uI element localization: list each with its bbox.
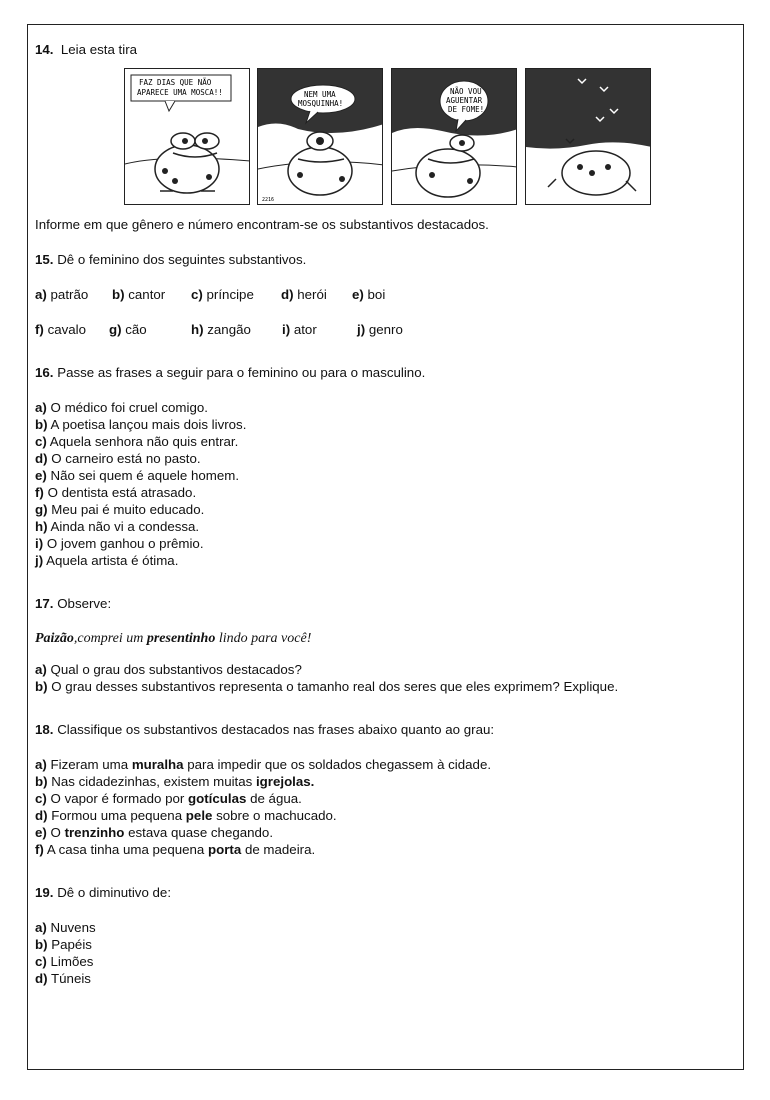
q14-heading [35,41,735,58]
q19-list [35,919,735,987]
q16-item: e) Não sei quem é aquele homem. [35,468,240,483]
panel2-line1: NEM UMA [304,90,336,99]
q15-heading [35,251,735,268]
worksheet-page [27,24,744,1070]
comic-strip [124,68,654,206]
comic-panel-2 [257,68,383,205]
comic-panel-4 [525,68,651,205]
q19-item: d) Túneis [35,971,91,986]
q16-item: f) O dentista está atrasado. [35,485,197,500]
q18-item: e) O trenzinho estava quase chegando. [35,825,274,840]
q19-item: b) Papéis [35,937,92,952]
worksheet-content [35,41,735,987]
q15-title: Dê o feminino dos seguintes substantivos. [57,252,307,267]
q19-item: c) Limões [35,954,94,969]
q15-item-g: g) cão [109,322,147,337]
q15-item-e: e) boi [352,287,386,302]
panel3-line3: DE FOME! [448,105,485,114]
q18-item: a) Fizeram uma muralha para impedir que os soldados chegassem à cidade. [35,757,492,772]
q17-heading [35,595,735,612]
q16-item: b) A poetisa lançou mais dois livros. [35,417,247,432]
q19-number: 19. [35,885,54,900]
q16-item: i) O jovem ganhou o prêmio. [35,536,204,551]
q15-item-h: h) zangão [191,322,251,337]
panel1-line1: FAZ DIAS QUE NÃO [139,78,212,87]
q15-item-d: d) herói [281,287,327,302]
q15-item-a: a) patrão [35,287,89,302]
q16-item: g) Meu pai é muito educado. [35,502,205,517]
q19-item: a) Nuvens [35,920,96,935]
q15-item-c: c) príncipe [191,287,254,302]
panel1-line2: APARECE UMA MOSCA!! [137,88,223,97]
q18-title: Classifique os substantivos destacados nas frases abaixo quanto ao grau: [57,722,495,737]
q15-item-j: j) genro [357,322,403,337]
q19-title: Dê o diminutivo de: [57,885,172,900]
q17-item: a) Qual o grau dos substantivos destacados? [35,662,302,677]
q16-title: Passe as frases a seguir para o feminino ou para o masculino. [57,365,426,380]
q17-number: 17. [35,596,54,611]
q16-item: d) O carneiro está no pasto. [35,451,201,466]
q15-row2 [35,321,735,338]
q16-item: a) O médico foi cruel comigo. [35,400,208,415]
q14-number: 14. [35,42,54,57]
panel2-line2: MOSQUINHA! [298,99,344,108]
q18-item: d) Formou uma pequena pele sobre o machucado. [35,808,337,823]
q19-heading [35,884,735,901]
q17-title: Observe: [57,596,112,611]
comic-panel-3 [391,68,517,205]
q16-item: j) Aquela artista é ótima. [35,553,179,568]
q17-sentence: Paizão,comprei um presentinho lindo para você! [35,631,312,646]
q16-item: h) Ainda não vi a condessa. [35,519,200,534]
panel2-code: 2216 [262,197,275,203]
q18-heading [35,721,735,738]
q16-heading [35,364,735,381]
q15-number: 15. [35,252,54,267]
q14-instruction: Informe em que gênero e número encontram-se os substantivos destacados. [35,217,489,232]
q16-list [35,399,735,569]
q15-item-f: f) cavalo [35,322,86,337]
panel3-line1: NÃO VOU [450,87,482,96]
q14-title: Leia esta tira [60,42,138,57]
q18-list [35,756,735,858]
q15-row1 [35,286,735,303]
comic-panel-1 [124,68,250,205]
q17-item: b) O grau desses substantivos representa o tamanho real dos seres que eles exprimem? Explique. [35,679,619,694]
panel3-line2: AGUENTAR [446,96,483,105]
q16-number: 16. [35,365,54,380]
q18-item: f) A casa tinha uma pequena porta de madeira. [35,842,316,857]
q18-item: c) O vapor é formado por gotículas de água. [35,791,302,806]
q15-item-i: i) ator [282,322,317,337]
q16-item: c) Aquela senhora não quis entrar. [35,434,239,449]
q18-number: 18. [35,722,54,737]
q18-item: b) Nas cidadezinhas, existem muitas igrejolas. [35,774,315,789]
q15-item-b: b) cantor [112,287,166,302]
